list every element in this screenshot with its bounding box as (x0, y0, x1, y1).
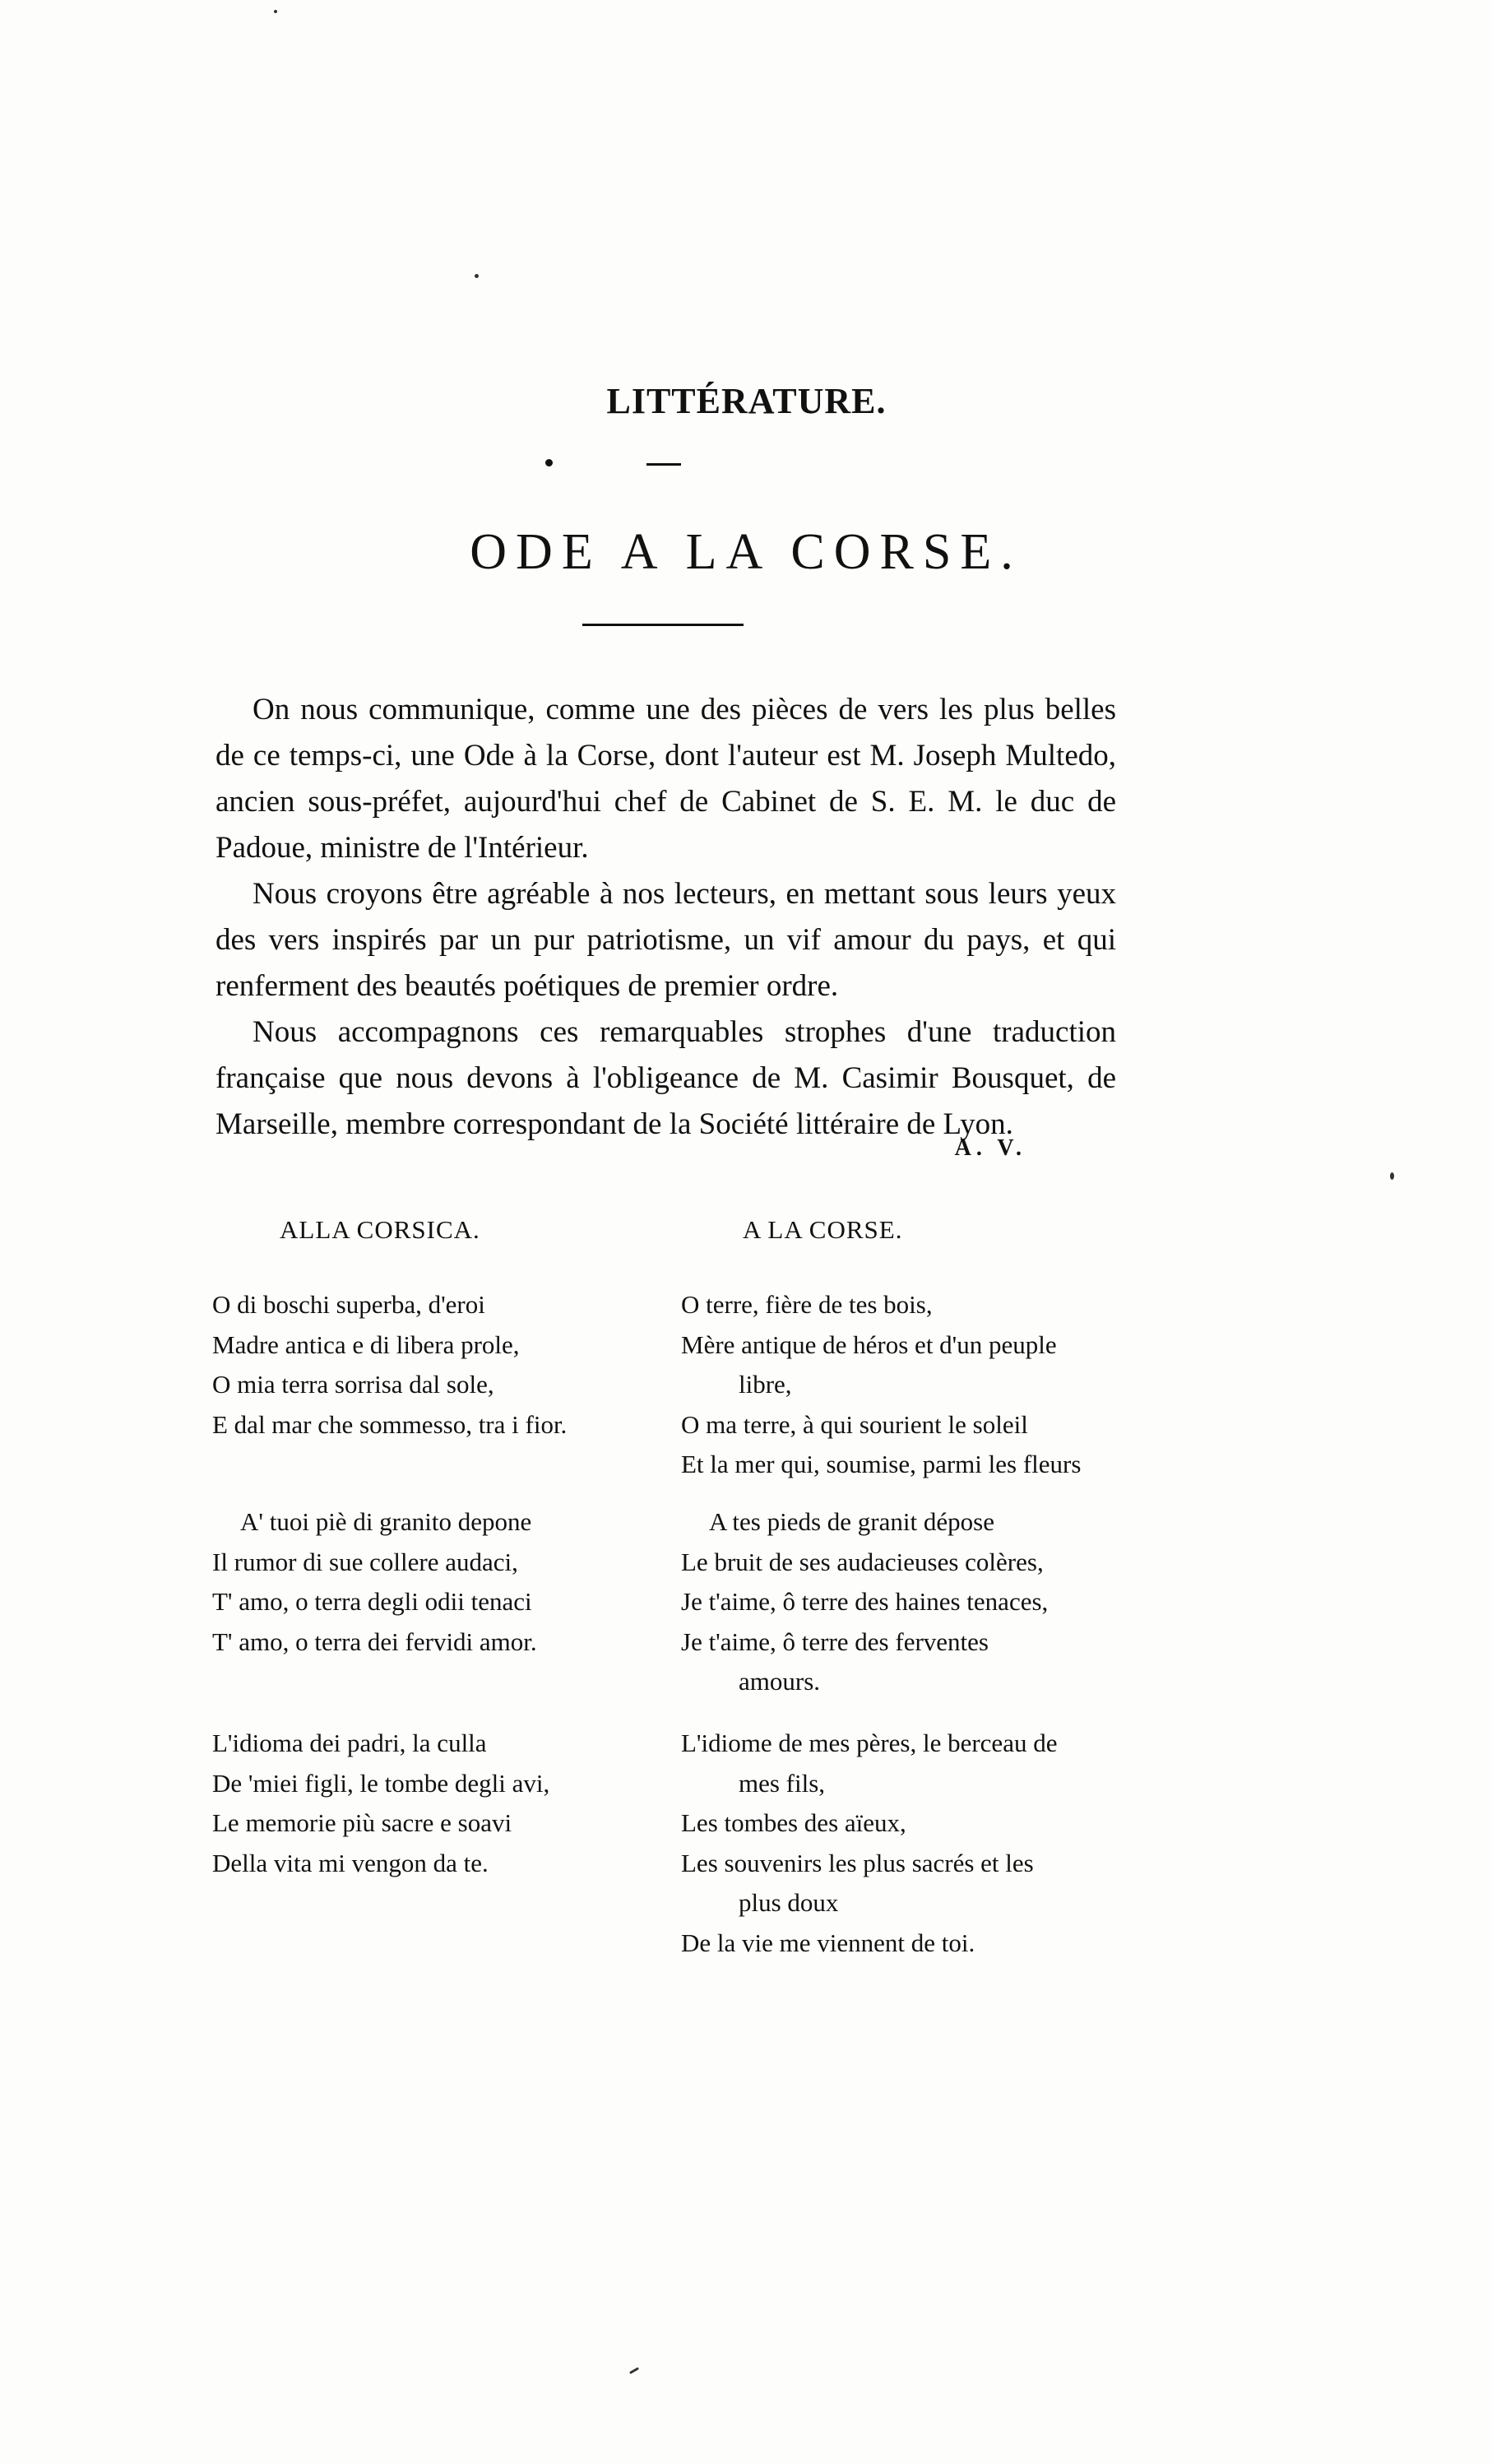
french-heading: A LA CORSE. (743, 1215, 903, 1244)
verse-line: A' tuoi piè di granito depone (240, 1507, 532, 1536)
verse-line: L'idiome de mes pères, le berceau de (681, 1729, 1058, 1757)
verse-line: L'idioma dei padri, la culla (212, 1729, 487, 1757)
verse-line: Les souvenirs les plus sacrés et les (681, 1848, 1034, 1877)
verse-line: libre, (739, 1370, 792, 1399)
verse-line: Il rumor di sue collere audaci, (212, 1547, 518, 1576)
verse-line: mes fils, (739, 1768, 826, 1798)
verse-line: O di boschi superba, d'eroi (212, 1290, 485, 1319)
verse-line: T' amo, o terra dei fervidi amor. (212, 1626, 537, 1656)
verse-line: Le memorie più sacre e soavi (212, 1808, 512, 1837)
intro-paragraph-3: Nous accompagnons ces remarquables strophes d'une traduction française que nous devons à l'obligeance de M. Casimir Bousquet, de Marseille, membre correspondant de la Société littéraire de Lyon. (215, 1015, 1116, 1141)
verse-line: De la vie me viennent de toi. (681, 1928, 975, 1957)
ode-title: ODE A LA CORSE. (470, 524, 1022, 580)
italian-stanza-3 (212, 1724, 656, 1883)
section-title: LITTÉRATURE. (606, 381, 887, 421)
italian-stanza-1 (212, 1285, 656, 1445)
verse-line: Et la mer qui, soumise, parmi les fleurs (681, 1450, 1082, 1478)
title-rule (582, 624, 744, 626)
verse-line: A tes pieds de granit dépose (709, 1507, 994, 1536)
french-stanza-2 (681, 1502, 1109, 1702)
verse-line: O terre, fière de tes bois, (681, 1290, 933, 1319)
title-ornament (545, 459, 710, 476)
ornament-dot (545, 459, 553, 466)
french-stanza-3 (681, 1724, 1109, 1963)
intro-paragraph-2: Nous croyons être agréable à nos lecteurs, en mettant sous leurs yeux des vers inspirés par un pur patriotisme, un vif amour du pays, et qui renferment des beautés poétiques de premier ordre. (215, 877, 1116, 1003)
italian-stanza-2 (212, 1502, 656, 1662)
verse-line: Della vita mi vengon da te. (212, 1848, 489, 1877)
verse-line: T' amo, o terra degli odii tenaci (212, 1587, 532, 1616)
ornament-dash (646, 463, 681, 466)
verse-line: amours. (739, 1667, 821, 1696)
verse-line: Le bruit de ses audacieuses colères, (681, 1547, 1044, 1576)
italian-heading: ALLA CORSICA. (280, 1215, 480, 1244)
verse-line: plus doux (739, 1888, 839, 1917)
intro-text (215, 687, 1116, 1148)
page-speck (629, 2367, 639, 2374)
verse-line: De 'miei figli, le tombe degli avi, (212, 1768, 550, 1798)
page-speck (1390, 1172, 1394, 1180)
signature: A. V. (954, 1135, 1026, 1161)
verse-line: Je t'aime, ô terre des ferventes (681, 1626, 989, 1656)
verse-line: Madre antica e di libera prole, (212, 1329, 520, 1359)
intro-paragraph-1: On nous communique, comme une des pièces de vers les plus belles de ce temps-ci, une Ode à la Corse, dont l'auteur est M. Joseph Multedo, ancien sous-préfet, aujourd'hui chef de Cabinet de S. E. M. le duc de Padoue, ministre de l'Intérieur. (215, 693, 1116, 865)
verse-line: Mère antique de héros et d'un peuple (681, 1329, 1057, 1359)
page-speck (274, 10, 277, 13)
verse-line: Je t'aime, ô terre des haines tenaces, (681, 1587, 1049, 1616)
page-speck (475, 274, 479, 278)
verse-line: Les tombes des aïeux, (681, 1808, 906, 1837)
verse-line: O mia terra sorrisa dal sole, (212, 1370, 494, 1399)
french-stanza-1 (681, 1285, 1109, 1485)
verse-line: O ma terre, à qui sourient le soleil (681, 1409, 1028, 1439)
verse-line: E dal mar che sommesso, tra i fior. (212, 1409, 568, 1439)
